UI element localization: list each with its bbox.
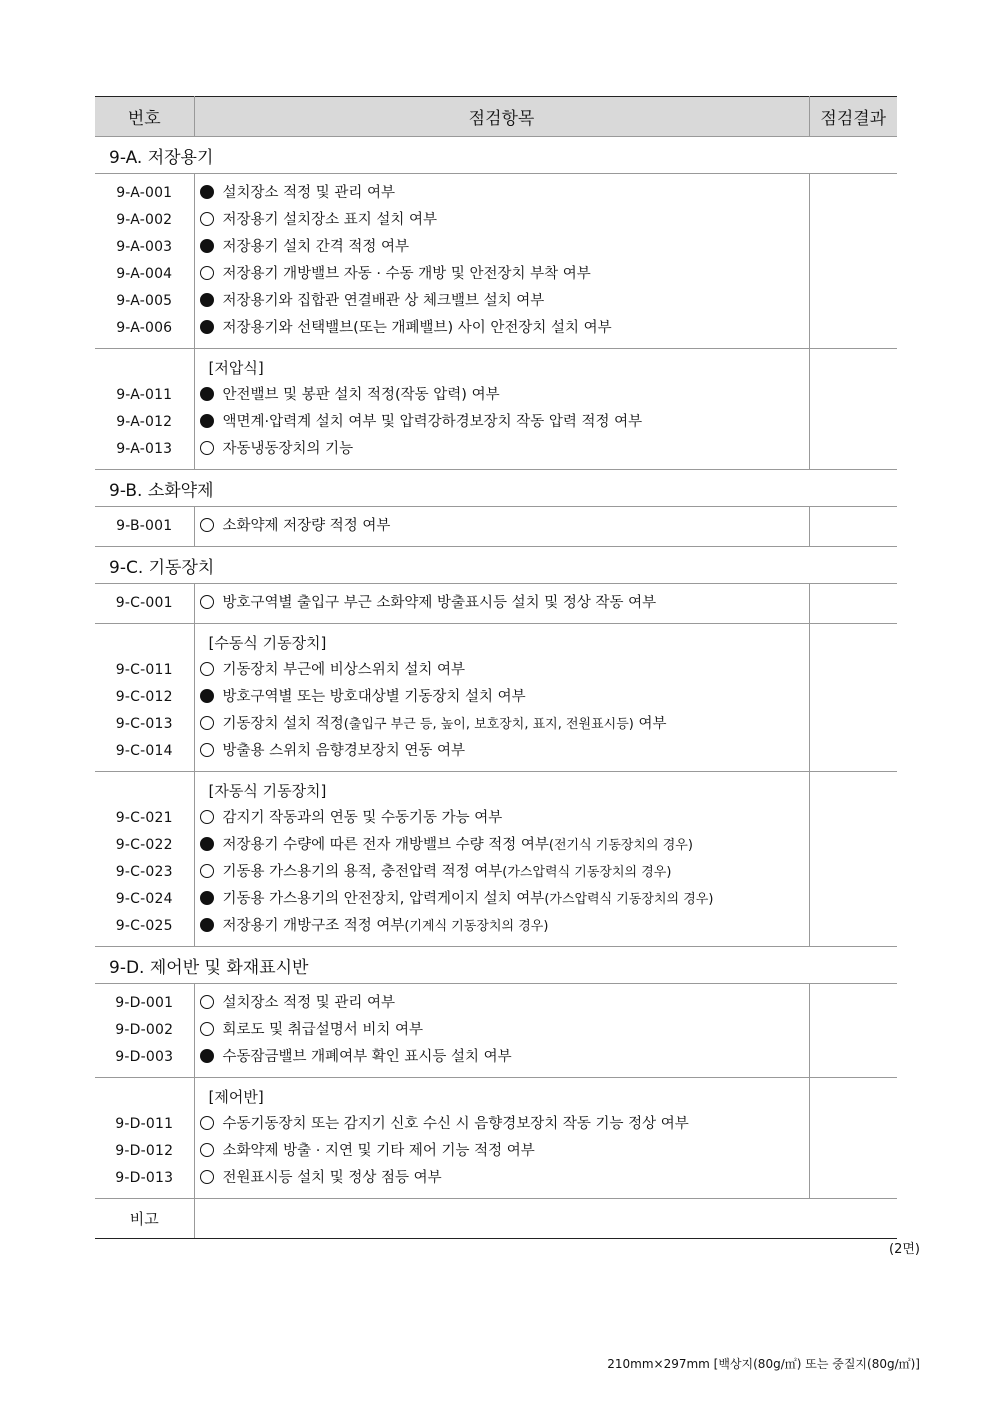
item-code: 9-D-012 [115, 1143, 174, 1159]
section-title: 9-A. 저장용기 [95, 137, 897, 174]
item-code: 9-C-001 [115, 595, 173, 611]
item-line [200, 590, 809, 617]
item-code: 9-C-023 [115, 864, 173, 880]
item-line [200, 738, 809, 765]
subgroup-label: [자동식 기동장치] [208, 782, 327, 800]
item-text: 설치장소 적정 및 관리 여부 [222, 185, 396, 201]
subgroup-label: [저압식] [208, 359, 264, 377]
item-note: (전기식 기동장치의 경우) [548, 838, 693, 853]
remarks-label: 비고 [95, 1199, 194, 1239]
item-text: 안전밸브 및 봉판 설치 적정(작동 압력) 여부 [222, 387, 500, 403]
item-code: 9-C-012 [115, 689, 173, 705]
spacer [95, 355, 194, 382]
section-row [95, 947, 897, 984]
open-circle-icon [200, 1170, 214, 1184]
item-text: 기동용 가스용기의 용적, 충전압력 적정 여부 [222, 864, 503, 880]
filled-circle-icon [200, 239, 214, 253]
item-code: 9-A-003 [116, 239, 173, 255]
item-cell [194, 584, 809, 624]
item-code: 9-C-021 [115, 810, 173, 826]
item-code: 9-D-003 [115, 1049, 174, 1065]
section-title: 9-B. 소화약제 [95, 470, 897, 507]
item-group [95, 772, 897, 947]
item-text: 자동냉동장치의 기능 [222, 441, 354, 457]
item-code: 9-C-013 [115, 716, 173, 732]
item-line [200, 207, 809, 234]
item-text: 방출용 스위치 음향경보장치 연동 여부 [222, 743, 466, 759]
open-circle-icon [200, 1143, 214, 1157]
item-code: 9-D-001 [115, 995, 174, 1011]
item-tail: 여부 [633, 716, 667, 732]
item-line [200, 1165, 809, 1192]
item-line [200, 436, 809, 463]
item-line [200, 886, 809, 913]
item-text: 회로도 및 취급설명서 비치 여부 [222, 1022, 424, 1038]
section-row [95, 470, 897, 507]
open-circle-icon [200, 441, 214, 455]
item-line [200, 1111, 809, 1138]
item-line [200, 409, 809, 436]
open-circle-icon [200, 743, 214, 757]
item-code: 9-C-014 [115, 743, 173, 759]
open-circle-icon [200, 1116, 214, 1130]
item-line [200, 261, 809, 288]
item-line [200, 990, 809, 1017]
table-header [95, 97, 897, 137]
item-text: 수동기동장치 또는 감지기 신호 수신 시 음향경보장치 작동 기능 정상 여부 [222, 1116, 689, 1132]
filled-circle-icon [200, 689, 214, 703]
filled-circle-icon [200, 320, 214, 334]
item-text: 소화약제 저장량 적정 여부 [222, 518, 391, 534]
spacer [95, 630, 194, 657]
item-text: 저장용기와 집합관 연결배관 상 체크밸브 설치 여부 [222, 293, 545, 309]
item-code: 9-B-001 [116, 518, 173, 534]
item-code: 9-C-025 [115, 918, 173, 934]
item-text: 방호구역별 출입구 부근 소화약제 방출표시등 설치 및 정상 작동 여부 [222, 595, 657, 611]
item-group [95, 174, 897, 349]
header-result: 점검결과 [809, 97, 897, 137]
page-number: (2면) [889, 1242, 920, 1257]
filled-circle-icon [200, 185, 214, 199]
item-cell [194, 349, 809, 470]
item-line [200, 1017, 809, 1044]
item-group [95, 624, 897, 772]
result-cell[interactable] [809, 349, 897, 470]
item-line [200, 315, 809, 342]
open-circle-icon [200, 266, 214, 280]
item-text: 저장용기 개방구조 적정 여부 [222, 918, 405, 934]
item-code: 9-A-013 [116, 441, 173, 457]
item-code: 9-A-002 [116, 212, 173, 228]
item-line [200, 288, 809, 315]
item-code: 9-D-002 [115, 1022, 174, 1038]
filled-circle-icon [200, 387, 214, 401]
item-text: 저장용기 수량에 따른 전자 개방밸브 수량 적정 여부 [222, 837, 549, 853]
item-line [200, 832, 809, 859]
result-cell[interactable] [809, 174, 897, 349]
open-circle-icon [200, 595, 214, 609]
result-cell[interactable] [809, 984, 897, 1078]
item-text: 소화약제 방출 · 지연 및 기타 제어 기능 적정 여부 [222, 1143, 535, 1159]
item-line [200, 711, 809, 738]
open-circle-icon [200, 995, 214, 1009]
item-code: 9-A-005 [116, 293, 173, 309]
item-code: 9-A-001 [116, 185, 173, 201]
open-circle-icon [200, 1022, 214, 1036]
item-cell [194, 984, 809, 1078]
filled-circle-icon [200, 1049, 214, 1063]
item-group [95, 584, 897, 624]
item-group [95, 507, 897, 547]
table-body [95, 137, 897, 1239]
item-code: 9-A-006 [116, 320, 173, 336]
item-cell [194, 174, 809, 349]
code-cell [95, 624, 194, 772]
spacer [95, 778, 194, 805]
item-text: 기동용 가스용기의 안전장치, 압력게이지 설치 여부 [222, 891, 545, 907]
item-code: 9-C-024 [115, 891, 173, 907]
item-code: 9-D-011 [115, 1116, 174, 1132]
item-code: 9-C-022 [115, 837, 173, 853]
item-code: 9-A-004 [116, 266, 173, 282]
code-cell [95, 984, 194, 1078]
result-cell[interactable] [809, 507, 897, 547]
item-line [200, 1138, 809, 1165]
item-text: 액면계·압력계 설치 여부 및 압력강하경보장치 작동 압력 적정 여부 [222, 414, 643, 430]
item-code: 9-C-011 [115, 662, 173, 678]
section-title: 9-D. 제어반 및 화재표시반 [95, 947, 897, 984]
open-circle-icon [200, 518, 214, 532]
item-text: 방호구역별 또는 방호대상별 기동장치 설치 여부 [222, 689, 526, 705]
item-line [200, 234, 809, 261]
remarks-field[interactable] [194, 1199, 897, 1239]
item-note: (가스압력식 기동장치의 경우) [544, 892, 714, 907]
item-text: 감지기 작동과의 연동 및 수동기동 가능 여부 [222, 810, 503, 826]
code-cell [95, 1078, 194, 1199]
header-number: 번호 [95, 97, 194, 137]
filled-circle-icon [200, 918, 214, 932]
code-cell [95, 174, 194, 349]
item-line [200, 1044, 809, 1071]
section-row [95, 547, 897, 584]
item-code: 9-D-013 [115, 1170, 174, 1186]
header-item: 점검항목 [194, 97, 809, 137]
paper-spec-footer: 210mm×297mm [백상지(80g/㎡) 또는 중질지(80g/㎡)] [607, 1357, 920, 1371]
item-line [200, 382, 809, 409]
code-cell [95, 772, 194, 947]
subgroup-label: [수동식 기동장치] [208, 634, 327, 652]
item-text: 수동잠금밸브 개폐여부 확인 표시등 설치 여부 [222, 1049, 512, 1065]
inspection-sheet [95, 96, 897, 1239]
result-cell[interactable] [809, 772, 897, 947]
open-circle-icon [200, 662, 214, 676]
code-cell [95, 349, 194, 470]
filled-circle-icon [200, 837, 214, 851]
item-text: 저장용기와 선택밸브(또는 개폐밸브) 사이 안전장치 설치 여부 [222, 320, 612, 336]
open-circle-icon [200, 810, 214, 824]
item-cell [194, 507, 809, 547]
item-note: (출입구 부근 등, 높이, 보호장치, 표지, 전원표시등) [343, 717, 634, 732]
result-cell[interactable] [809, 1078, 897, 1199]
open-circle-icon [200, 864, 214, 878]
item-group [95, 349, 897, 470]
filled-circle-icon [200, 293, 214, 307]
item-line [200, 684, 809, 711]
item-text: 저장용기 설치장소 표지 설치 여부 [222, 212, 438, 228]
item-text: 설치장소 적정 및 관리 여부 [222, 995, 396, 1011]
spacer [95, 1084, 194, 1111]
item-group [95, 984, 897, 1078]
result-cell[interactable] [809, 584, 897, 624]
code-cell [95, 584, 194, 624]
item-cell [194, 772, 809, 947]
open-circle-icon [200, 716, 214, 730]
item-text: 저장용기 설치 간격 적정 여부 [222, 239, 410, 255]
section-row [95, 137, 897, 174]
item-text: 저장용기 개방밸브 자동 · 수동 개방 및 안전장치 부착 여부 [222, 266, 591, 282]
code-cell [95, 507, 194, 547]
filled-circle-icon [200, 891, 214, 905]
item-line [200, 180, 809, 207]
item-code: 9-A-011 [116, 387, 173, 403]
item-text: 전원표시등 설치 및 정상 점등 여부 [222, 1170, 442, 1186]
item-code: 9-A-012 [116, 414, 173, 430]
item-line [200, 513, 809, 540]
item-line [200, 913, 809, 940]
remarks-row [95, 1199, 897, 1239]
result-cell[interactable] [809, 624, 897, 772]
item-cell [194, 1078, 809, 1199]
item-text: 기동장치 부근에 비상스위치 설치 여부 [222, 662, 466, 678]
inspection-table [95, 96, 897, 1239]
item-cell [194, 624, 809, 772]
item-line [200, 859, 809, 886]
item-note: (기계식 기동장치의 경우) [404, 919, 549, 934]
item-line [200, 657, 809, 684]
filled-circle-icon [200, 414, 214, 428]
section-title: 9-C. 기동장치 [95, 547, 897, 584]
subgroup-label: [제어반] [208, 1088, 264, 1106]
item-text: 기동장치 설치 적정 [222, 716, 344, 732]
open-circle-icon [200, 212, 214, 226]
item-note: (가스압력식 기동장치의 경우) [502, 865, 672, 880]
item-group [95, 1078, 897, 1199]
item-line [200, 805, 809, 832]
